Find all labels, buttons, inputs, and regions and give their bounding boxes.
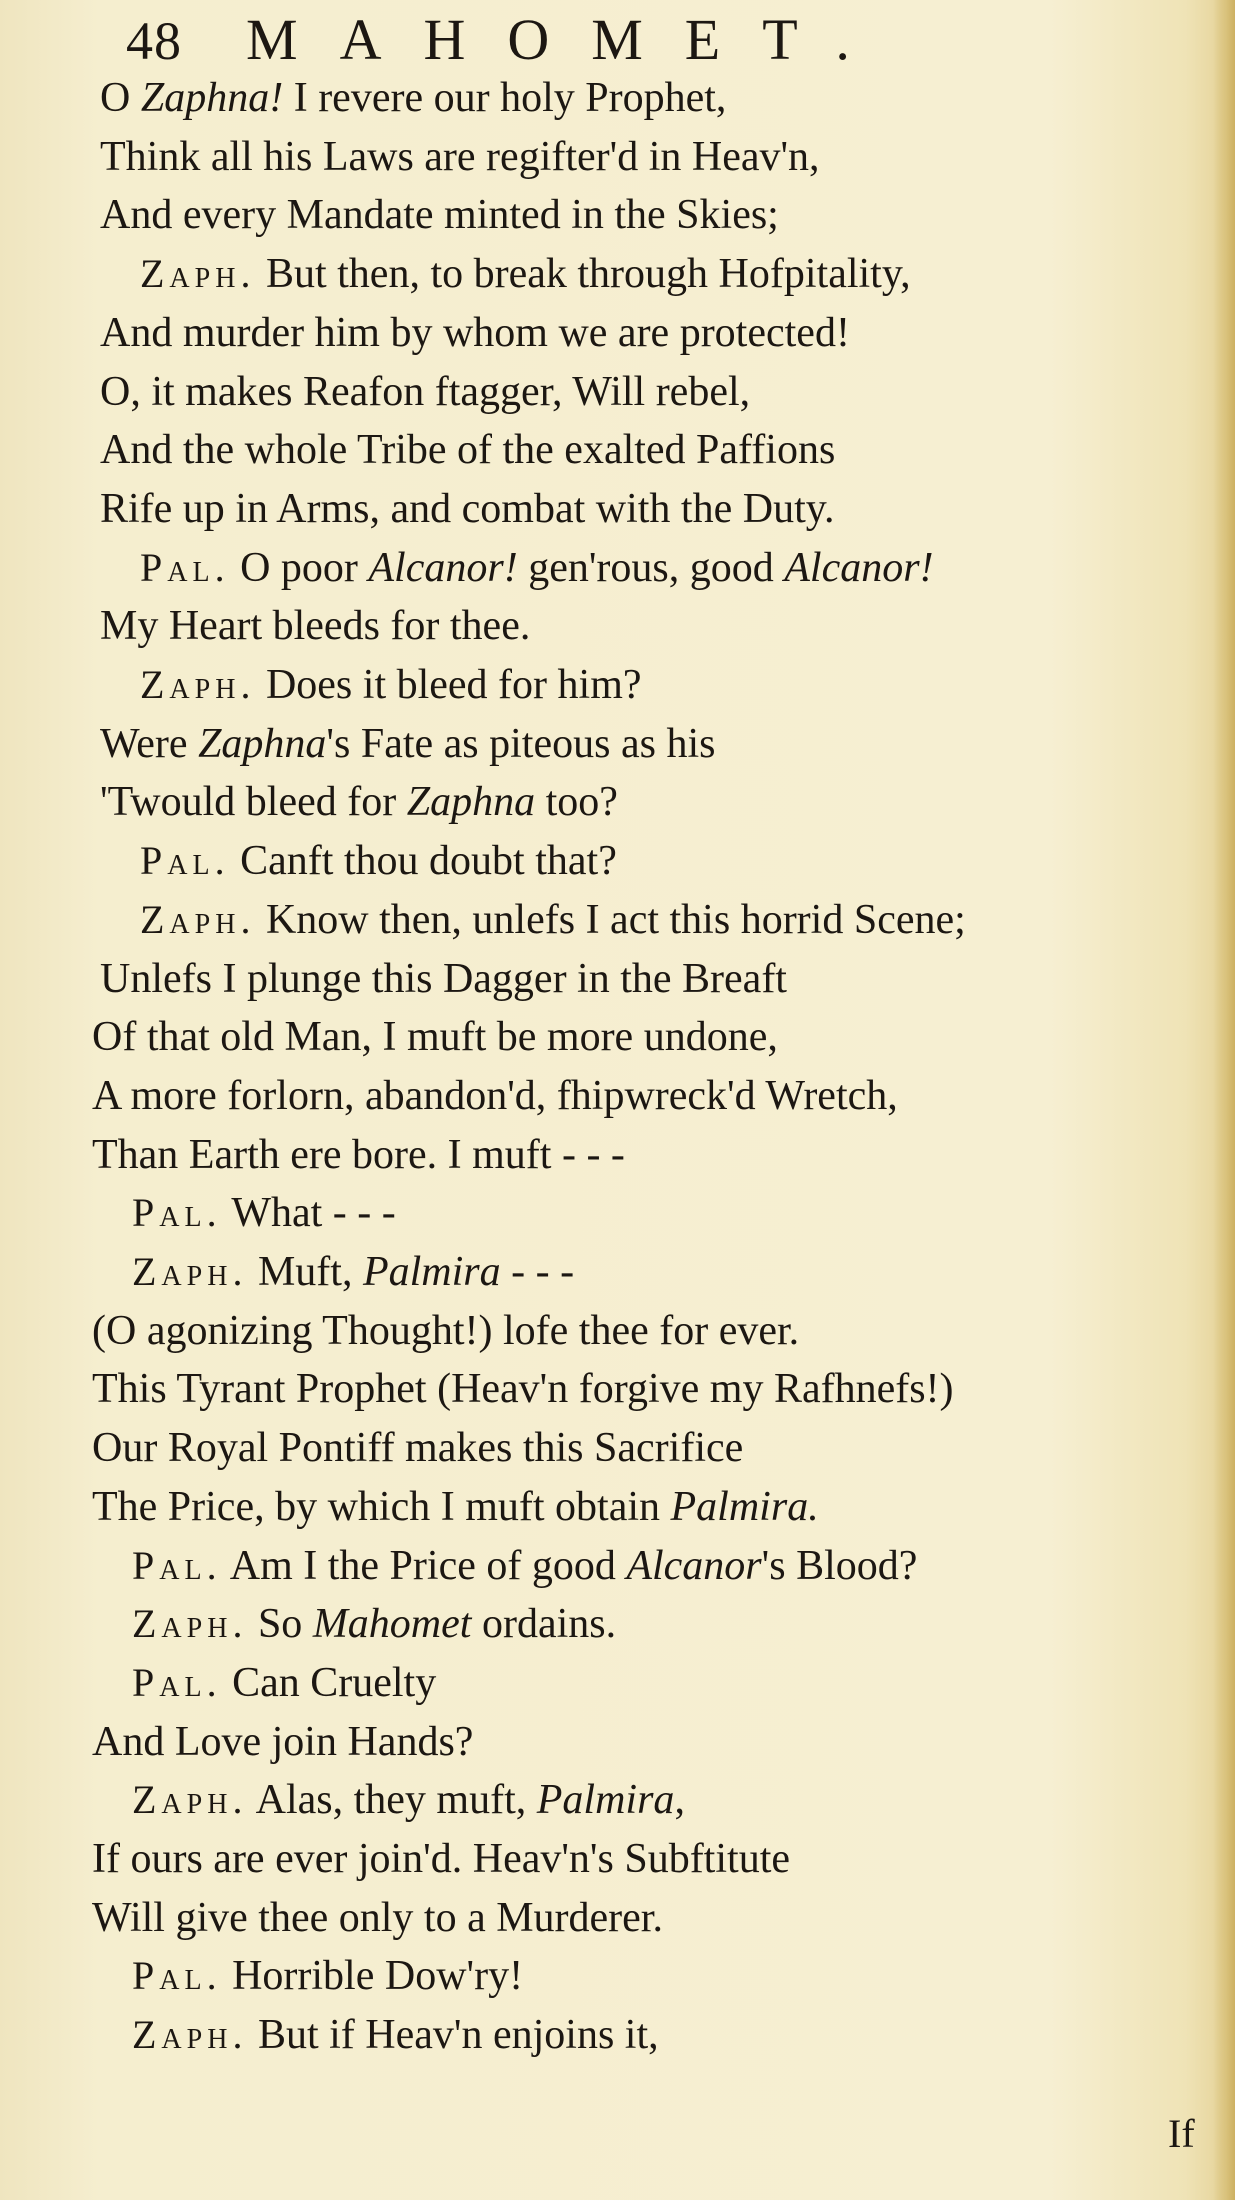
line-text: And murder him by whom we are protected!	[100, 309, 850, 356]
text-line	[132, 1185, 396, 1241]
italic-name: Alcanor!	[368, 544, 518, 591]
italic-name: Zaphna	[406, 779, 536, 826]
catchword: If	[1168, 2111, 1195, 2156]
line-text: This Tyrant Prophet (Heav'n forgive my Rafhnefs!)	[92, 1366, 954, 1413]
line-text: Muft,	[247, 1249, 363, 1295]
speaker-name: Pal.	[140, 544, 230, 590]
line-text: 'Twould bleed for	[100, 779, 407, 826]
text-line	[140, 833, 617, 889]
line-text: Rife up in Arms, and combat with the Duty.	[100, 485, 835, 532]
speaker-name: Pal.	[132, 1190, 222, 1236]
text-line	[100, 774, 618, 830]
text-line	[92, 1127, 625, 1183]
speaker-name: Pal.	[132, 1953, 222, 1999]
page-header	[126, 6, 892, 76]
italic-name: Alcanor	[626, 1542, 762, 1589]
text-line	[140, 657, 642, 713]
italic-name: Palmira	[362, 1249, 501, 1295]
line-text: Were	[100, 720, 199, 767]
line-text: (O agonizing Thought!) lofe thee for ever.	[92, 1307, 800, 1354]
text-line	[132, 1244, 574, 1300]
text-line	[132, 1538, 917, 1594]
text-line	[100, 951, 787, 1007]
text-line	[92, 1361, 954, 1417]
line-text: Think all his Laws are regifter'd in Heav'n,	[100, 133, 820, 180]
line-text: O	[100, 75, 141, 121]
line-text: And every Mandate minted in the Skies;	[100, 192, 779, 239]
line-text: So	[247, 1601, 313, 1648]
line-text: ordains.	[471, 1601, 617, 1648]
line-text: Know then, unlefs I act this horrid Scene;	[255, 896, 966, 943]
line-text: gen'rous, good	[517, 544, 785, 591]
line-text: I revere our holy Prophet,	[283, 75, 727, 121]
italic-name: Palmira	[536, 1777, 675, 1824]
text-line	[100, 187, 779, 243]
speaker-name: Pal.	[132, 1542, 222, 1588]
line-text: Unlefs I plunge this Dagger in the Breaft	[100, 955, 787, 1002]
line-text: And Love join Hands?	[92, 1718, 474, 1765]
speaker-name: Zaph.	[132, 1249, 248, 1294]
page-edge-shadow	[1213, 0, 1235, 2200]
italic-name: Palmira.	[670, 1483, 819, 1530]
line-text: A more forlorn, abandon'd, fhipwreck'd Wretch,	[92, 1072, 898, 1119]
text-line	[92, 1890, 663, 1946]
text-line	[100, 481, 835, 537]
speaker-name: Zaph.	[132, 1601, 248, 1647]
text-line	[92, 1479, 819, 1535]
line-text: Am I the Price of good	[221, 1542, 627, 1589]
text-line	[100, 716, 715, 772]
line-text: And the whole Tribe of the exalted Paffions	[100, 427, 836, 474]
text-line	[92, 1831, 790, 1887]
text-line	[92, 1420, 743, 1476]
text-line	[132, 2007, 659, 2063]
text-line	[92, 1068, 898, 1124]
italic-name: Mahomet	[312, 1601, 472, 1648]
line-text: The Price, by which I muft obtain	[92, 1483, 671, 1530]
line-text: O poor	[229, 544, 369, 591]
text-line	[100, 70, 726, 126]
speaker-name: Pal.	[140, 838, 230, 884]
line-text: Of that old Man, I muft be more undone,	[92, 1014, 778, 1061]
line-text: My Heart bleeds for thee.	[100, 603, 531, 650]
line-text: What - - -	[221, 1190, 396, 1237]
line-text: 's Fate as piteous as his	[326, 720, 716, 767]
text-line	[132, 1655, 436, 1711]
line-text: O, it makes Reafon ftagger, Will rebel,	[100, 368, 751, 415]
line-text: If ours are ever join'd. Heav'n's Subftitute	[92, 1836, 791, 1882]
italic-name: Zaphna!	[140, 75, 284, 121]
text-line	[92, 1303, 799, 1359]
speaker-name: Pal.	[132, 1659, 222, 1705]
text-line	[100, 305, 850, 361]
line-text: Alas, they muft,	[247, 1777, 537, 1824]
text-line	[140, 246, 911, 302]
text-line	[100, 364, 750, 420]
speaker-name: Zaph.	[140, 662, 256, 707]
line-text: But then, to break through Hofpitality,	[255, 251, 911, 298]
line-text: 's Blood?	[761, 1542, 918, 1589]
line-text: Does it bleed for him?	[255, 662, 642, 708]
italic-name: Alcanor!	[784, 544, 934, 591]
speaker-name: Zaph.	[140, 896, 256, 942]
line-text: too?	[535, 779, 618, 826]
italic-name: Zaphna	[198, 720, 327, 767]
running-title: MAHOMET.	[246, 7, 892, 72]
line-text: But if Heav'n enjoins it,	[247, 2012, 659, 2059]
text-line	[132, 1772, 685, 1828]
text-line	[100, 422, 835, 478]
line-text: Can Cruelty	[221, 1659, 437, 1706]
speaker-name: Zaph.	[132, 1777, 248, 1823]
text-line	[100, 598, 530, 654]
line-text: Canft thou doubt that?	[229, 838, 617, 885]
speaker-name: Zaph.	[140, 251, 256, 297]
line-text: Horrible Dow'ry!	[221, 1953, 524, 2000]
text-line	[140, 892, 966, 948]
text-line	[132, 1596, 616, 1652]
line-text: ,	[674, 1777, 685, 1824]
page-number: 48	[126, 11, 182, 71]
speaker-name: Zaph.	[132, 2012, 248, 2058]
text-line	[92, 1009, 778, 1065]
text-line	[92, 1714, 473, 1770]
text-line	[132, 1948, 523, 2004]
line-text: Will give thee only to a Murderer.	[92, 1894, 663, 1941]
line-text: Than Earth ere bore. I muft - - -	[92, 1131, 625, 1178]
line-text: Our Royal Pontiff makes this Sacrifice	[92, 1425, 744, 1472]
text-line	[140, 540, 934, 596]
text-line	[100, 129, 820, 185]
line-text: - - -	[500, 1249, 575, 1295]
